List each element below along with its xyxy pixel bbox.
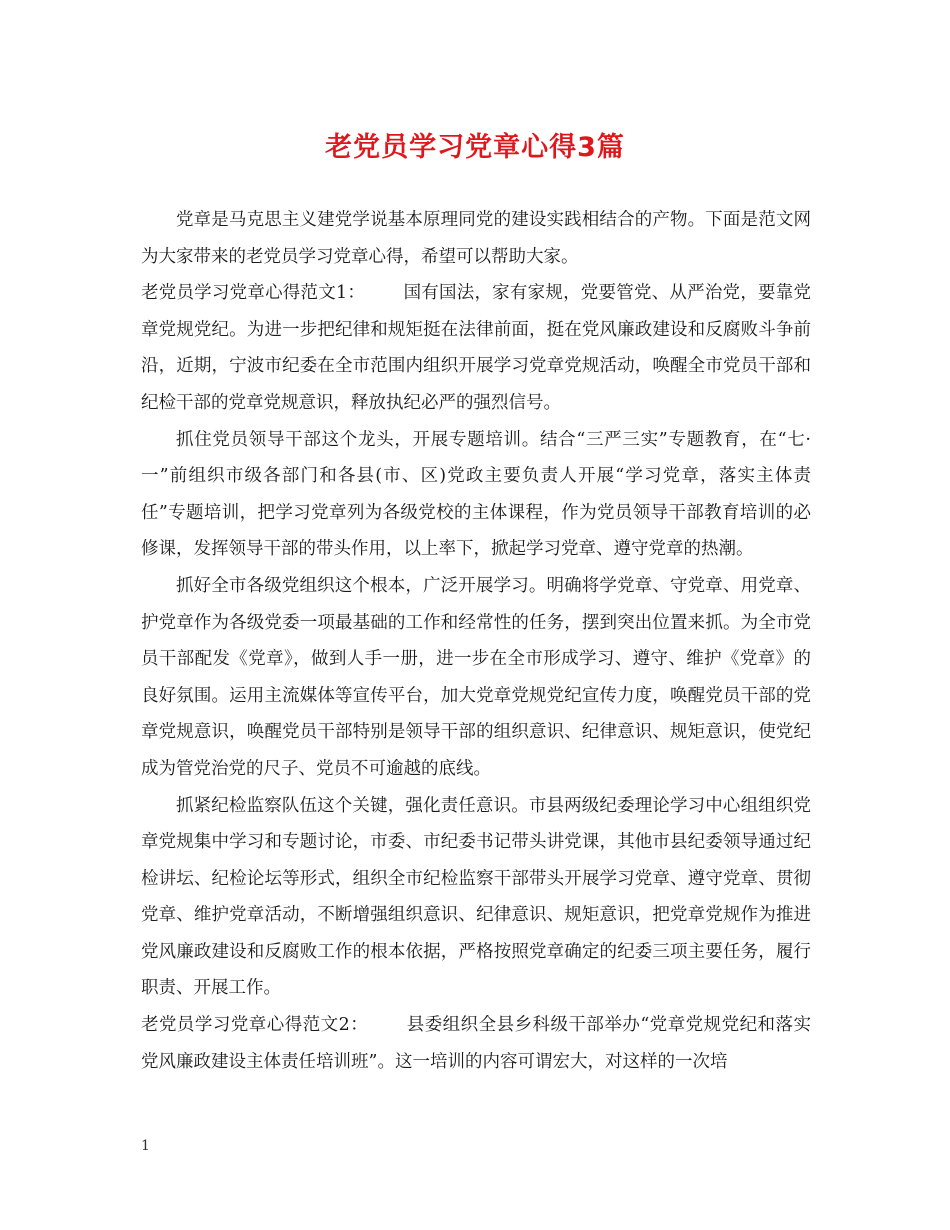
body-paragraph-1: 抓住党员领导干部这个龙头，开展专题培训。结合“三严三实”专题教育，在“七·一”前组织市级各部门和各县(市、区)党政主要负责人开展“学习党章，落实主体责任”专题培训，把学习党章列为各级党校的主体课程，作为党员领导干部教育培训的必修课，发挥领导干部的带头作用，以上率下，掀起学习党章、遵守党章的热潮。: [141, 429, 811, 560]
sample-2-text: 县委组织全县乡科级干部举办“党章党规党纪和落实党风廉政建设主体责任培训班”。这一培训的内容可谓宏大，对这样的一次培: [141, 1015, 811, 1072]
document-title: 老党员学习党章心得3篇: [325, 132, 625, 163]
sample-1-paragraph: [141, 275, 811, 421]
body-paragraph-3: 抓紧纪检监察队伍这个关键，强化责任意识。市县两级纪委理论学习中心组组织党章党规集中学习和专题讨论，市委、市纪委书记带头讲党课，其他市县纪委领导通过纪检讲坛、纪检论坛等形式，组织全市纪检监察干部带头开展学习党章、遵守党章、贯彻党章、维护党章活动，不断增强组织意识、纪律意识、规矩意识，把党章党规作为推进党风廉政建设和反腐败工作的根本依据，严格按照党章确定的纪委三项主要任务，履行职责、开展工作。: [141, 795, 811, 999]
sample-2-label: 老党员学习党章心得范文2：: [141, 1015, 369, 1036]
body-paragraph-2: 抓好全市各级党组织这个根本，广泛开展学习。明确将学党章、守党章、用党章、护党章作为各级党委一项最基础的工作和经常性的任务，摆到突出位置来抓。为全市党员干部配发《党章》，做到人手一册，进一步在全市形成学习、遵守、维护《党章》的良好氛围。运用主流媒体等宣传平台，加大党章党规党纪宣传力度，唤醒党员干部的党章党规意识，唤醒党员干部特别是领导干部的组织意识、纪律意识、规矩意识，使党纪成为管党治党的尺子、党员不可逾越的底线。: [141, 575, 811, 779]
sample-2-paragraph: [141, 1007, 811, 1080]
sample-1-label: 老党员学习党章心得范文1：: [141, 283, 366, 304]
sample-1-text: 国有国法，家有家规，党要管党、从严治党，要靠党章党规党纪。为进一步把纪律和规矩挺在法律前面，挺在党风廉政建设和反腐败斗争前沿，近期，宁波市纪委在全市范围内组织开展学习党章党规活动，唤醒全市党员干部和纪检干部的党章党规意识，释放执纪必严的强烈信号。: [141, 283, 812, 413]
intro-paragraph: 党章是马克思主义建党学说基本原理同党的建设实践相结合的产物。下面是范文网为大家带来的老党员学习党章心得，希望可以帮助大家。: [141, 210, 811, 267]
document-body: [141, 202, 811, 1080]
page-number: 1: [141, 1138, 150, 1154]
